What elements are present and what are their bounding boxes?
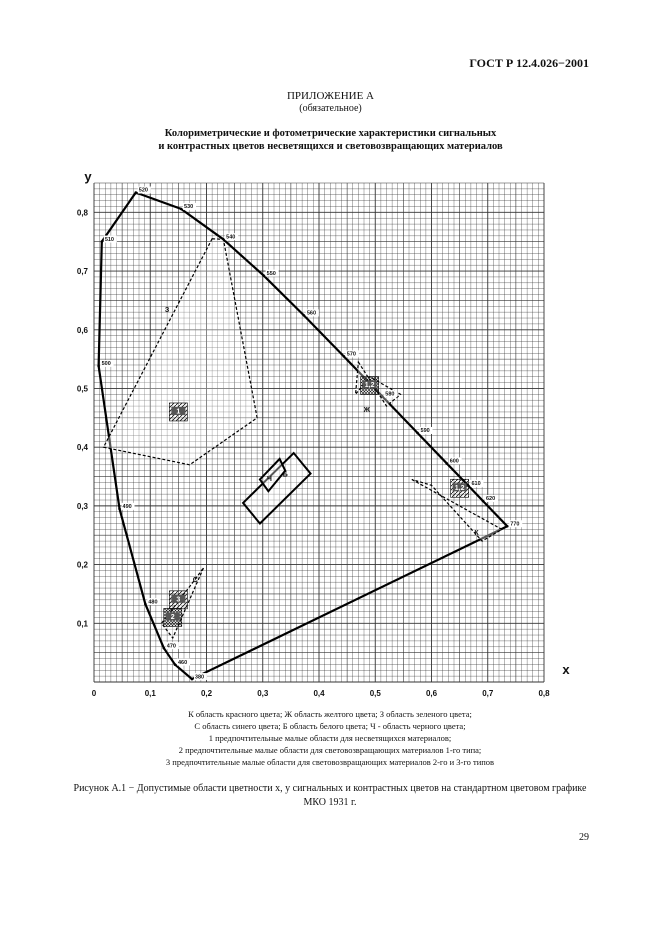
small-area-label: 1,2 (454, 484, 465, 492)
wavelength-label: 520 (138, 187, 148, 194)
y-tick-label: 0,7 (76, 267, 88, 277)
cie-chromaticity-chart (60, 165, 580, 705)
locus-point (144, 603, 147, 606)
y-tick-label: 0,3 (76, 501, 88, 511)
legend-line: С область синего цвета; Б область белого цвета; Ч - область черного цвета; (194, 721, 466, 731)
appendix-subtitle: (обязательное) (299, 103, 362, 114)
locus-point (118, 508, 121, 511)
locus-point (97, 365, 100, 368)
region-label: С (192, 577, 198, 585)
region-label: К (474, 530, 479, 538)
y-tick-label: 0,4 (76, 443, 88, 453)
wavelength-label: 540 (226, 234, 236, 241)
locus-point (506, 525, 509, 528)
x-tick-label: 0,5 (369, 689, 381, 698)
region-label: Б (282, 471, 288, 479)
small-area-label: 1,2 (364, 382, 375, 390)
title-line: Колориметрические и фотометрические характеристики сигнальных (164, 128, 497, 139)
locus-point (174, 663, 177, 666)
wavelength-label: 380 (194, 674, 205, 681)
x-tick-label: 0,7 (482, 689, 494, 698)
appendix-title: ПРИЛОЖЕНИЕ А (286, 90, 374, 102)
y-tick-label: 0,6 (76, 325, 88, 335)
locus-point (134, 191, 137, 194)
locus-point (416, 432, 419, 435)
locus-point (262, 274, 265, 277)
locus-point (180, 208, 183, 211)
wavelength-label: 500 (101, 361, 111, 368)
title-line: и контрастных цветов несветящихся и световозвращающих материалов (158, 141, 503, 152)
x-tick-label: 0,3 (257, 689, 269, 698)
legend-line: 3 предпочтительные малые области для световозвращающих материалов 2-го и 3-го типов (165, 757, 495, 767)
wavelength-label: 600 (449, 458, 459, 465)
locus-point (482, 500, 485, 503)
small-area-label: 3 (176, 596, 181, 604)
locus-point (101, 240, 104, 243)
wavelength-label: 460 (178, 659, 188, 666)
legend-line: 2 предпочтительные малые области для световозвращающих материалов 1-го типа; (178, 745, 482, 755)
wavelength-label: 590 (420, 428, 430, 435)
document-title (0, 127, 661, 153)
wavelength-label: 530 (184, 204, 194, 211)
x-tick-label: 0,6 (425, 689, 438, 698)
x-tick-label: 0,1 (144, 689, 156, 698)
legend-line: 1 предпочтительные малые области для несветящихся материалов; (208, 733, 452, 743)
region-label: Ж (363, 406, 370, 414)
figure-legend (90, 708, 570, 768)
wavelength-label: 510 (104, 236, 115, 243)
locus-point (445, 462, 448, 465)
wavelength-label: 560 (306, 310, 317, 317)
standard-number: ГОСТ Р 12.4.026−2001 (469, 56, 589, 70)
wavelength-label: 620 (485, 496, 496, 503)
wavelength-label: 580 (385, 391, 395, 398)
region-label: З (164, 307, 170, 315)
locus-point (303, 314, 306, 317)
region-label: Ч (267, 476, 272, 484)
legend-line: К область красного цвета; Ж область желтого цвета; З область зеленого цвета; (188, 709, 472, 719)
page-number: 29 (579, 832, 589, 843)
wavelength-label: 550 (266, 270, 276, 277)
y-tick-label: 0,1 (76, 619, 88, 629)
x-tick-label: 0,8 (538, 689, 550, 698)
y-axis-label: y (84, 169, 92, 184)
x-tick-label: 0,2 (200, 689, 213, 698)
x-axis-label: x (562, 662, 570, 677)
wavelength-label: 470 (166, 643, 176, 650)
small-area-label: 2 (170, 613, 175, 621)
locus-point (343, 355, 346, 358)
locus-point (163, 647, 166, 650)
y-tick-label: 0,8 (76, 208, 88, 218)
wavelength-label: 770 (510, 521, 520, 528)
x-tick-label: 0,4 (313, 689, 325, 698)
figure-caption: Рисунок А.1 − Допустимые области цветности x, y сигнальных и контрастных цветов на стандартном цветовом графике МКО 1931 г. (73, 783, 587, 808)
locus-point (191, 678, 194, 681)
y-tick-label: 0,5 (76, 384, 88, 394)
y-tick-label: 0,2 (76, 560, 88, 570)
small-area-label: 1 (176, 408, 181, 416)
wavelength-label: 480 (148, 599, 158, 606)
wavelength-label: 570 (346, 351, 356, 358)
x-tick-label: 0 (91, 689, 97, 698)
wavelength-label: 610 (471, 481, 481, 488)
wavelength-label: 490 (122, 504, 132, 511)
